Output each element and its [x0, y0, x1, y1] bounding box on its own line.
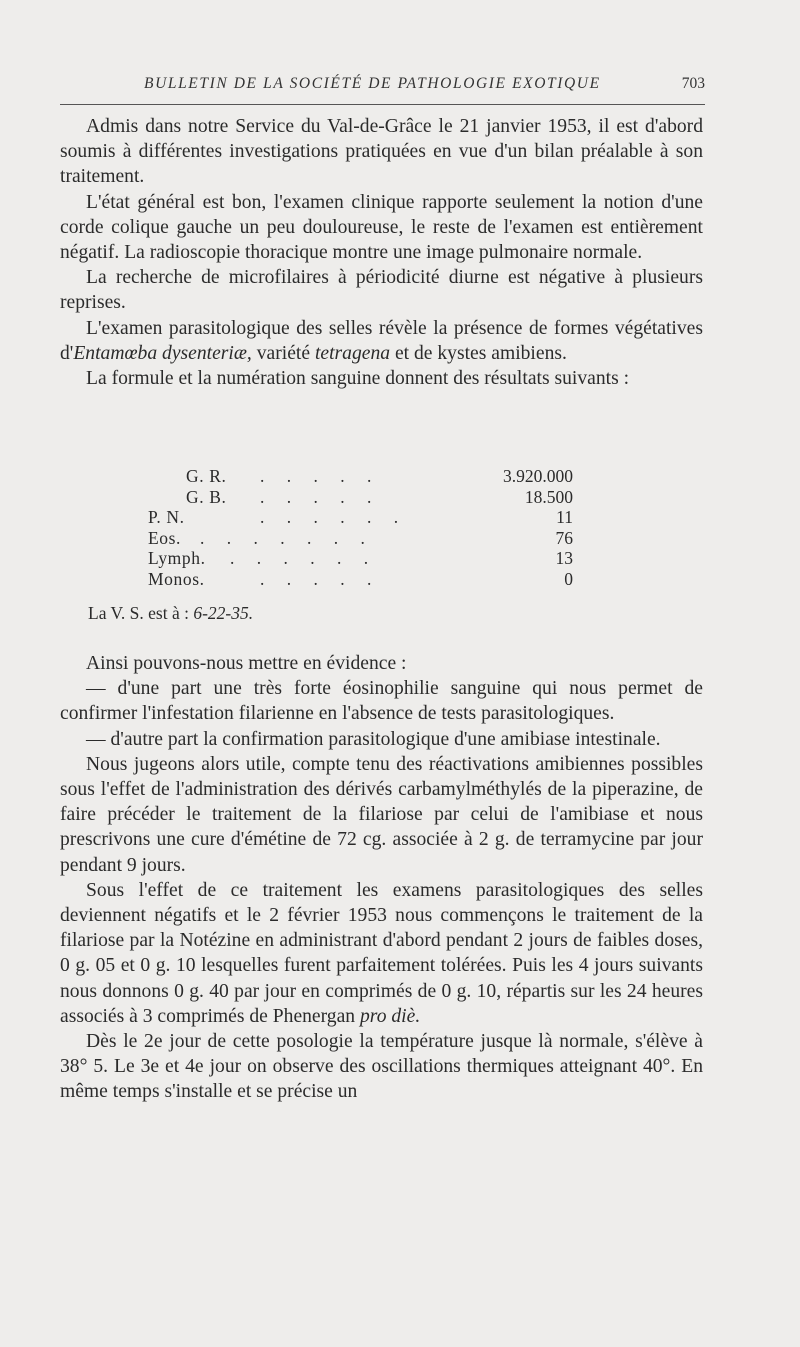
vs-label: La V. S. est à :	[88, 603, 194, 623]
formula-leader-dots: . . . . .	[260, 466, 381, 486]
formula-row	[60, 548, 703, 569]
notezine-text: Sous l'effet de ce traitement les examens parasitologiques des selles deviennent négatifs et le 2 février 1953 nous commençons le traitement de la filariose par la Notézine en administrant d'abord pendant 2 jours de faibles doses, 0 g. 05 et 0 g. 10 lesquelles furent parfaitement tolérées. Puis les 4 jours suivants nous donnons 0 g. 40 par jour en comprimés de 0 g. 10, répartis sur les 24 heures associés à 3 comprimés de Phenergan	[60, 879, 703, 1027]
parasito-text: L'examen parasitologique des selles révèle la présence de formes végétatives d'	[60, 317, 703, 364]
paragraph-temperature: Dès le 2e jour de cette posologie la température jusque là normale, s'élève à 38° 5. Le 3e et 4e jour on observe des oscillations thermiques atteignant 40°. En même temps s'installe et se précise un	[60, 1031, 703, 1103]
paragraph-formula-intro: La formule et la numération sanguine donnent des résultats suivants :	[86, 368, 630, 390]
blood-formula-table	[60, 466, 703, 590]
paragraph-evidence-intro: Ainsi pouvons-nous mettre en évidence :	[86, 653, 407, 674]
formula-leader-dots: . . . . .	[260, 568, 381, 589]
formula-leader-dots: . . . . . . .	[200, 527, 374, 548]
formula-leader-dots: . . . . .	[260, 486, 381, 507]
sedimentation-rate	[88, 603, 253, 624]
journal-title: BULLETIN DE LA SOCIÉTÉ DE PATHOLOGIE EXOTIQUE	[144, 75, 601, 92]
formula-row	[60, 528, 703, 549]
paragraph-parasitology	[60, 316, 703, 366]
body-text-top	[60, 114, 703, 391]
variety-name: tetragena	[314, 342, 391, 364]
formula-row	[60, 466, 703, 487]
paragraph-evidence-second: — d'autre part la confirmation parasitologique d'une amibiase intestinale.	[86, 728, 661, 750]
paragraph-microfilariae: La recherche de microfilaires à périodicité diurne est négative à plusieurs reprises.	[60, 267, 703, 314]
formula-value: 76	[555, 527, 573, 548]
paragraph-general-state: L'état général est bon, l'examen clinique rapporte seulement la notion d'une corde colique gauche un peu douloureuse, le reste de l'examen est entièrement négatif. La radioscopie thoracique montre une image pulmonaire normale.	[60, 191, 703, 264]
formula-value: 0	[564, 568, 573, 589]
formula-label: Lymph.	[148, 548, 206, 569]
running-head	[60, 75, 705, 99]
formula-value: 18.500	[524, 486, 573, 507]
parasito-text-end: et de kystes amibiens.	[390, 342, 567, 364]
formula-value: 13	[555, 548, 573, 569]
formula-label: G. B.	[186, 486, 227, 507]
formula-leader-dots: . . . . . .	[230, 548, 378, 569]
header-rule	[60, 104, 705, 105]
formula-label: Eos.	[148, 527, 182, 548]
latin-term: pro diè.	[360, 1005, 421, 1027]
parasito-text-middle: variété	[251, 342, 315, 364]
paragraph-evidence-first: — d'une part une très forte éosinophilie sanguine qui nous permet de confirmer l'infestation filarienne en l'absence de tests parasitologiques.	[60, 678, 703, 725]
formula-value: 3.920.000	[503, 466, 573, 486]
body-text-bottom	[60, 651, 703, 1105]
formula-row	[60, 569, 703, 590]
formula-value: 11	[556, 507, 573, 528]
species-name: Entamœba dysenteriæ,	[73, 342, 252, 364]
formula-row	[60, 507, 703, 528]
formula-label: Monos.	[148, 568, 205, 589]
formula-row	[60, 487, 703, 508]
page-number: 703	[681, 75, 705, 92]
vs-value: 6-22-35.	[193, 603, 254, 623]
paragraph-amibiase-treatment: Nous jugeons alors utile, compte tenu des réactivations amibiennes possibles sous l'effet de l'administration des dérivés carbamylméthylés de la piperazine, de faire précéder le traitement de la filariose par celui de l'amibiase et nous prescrivons une cure d'émétine de 72 cg. associée à 2 g. de terramycine par jour pendant 9 jours.	[60, 753, 703, 876]
paragraph-notezine	[60, 878, 703, 1029]
formula-leader-dots: . . . . . .	[260, 507, 408, 528]
paragraph-admission: Admis dans notre Service du Val-de-Grâce le 21 janvier 1953, il est d'abord soumis à différentes investigations pratiquées en vue d'un bilan préalable à son traitement.	[60, 116, 703, 188]
formula-label: G. R.	[186, 466, 227, 486]
formula-label: P. N.	[148, 507, 185, 528]
